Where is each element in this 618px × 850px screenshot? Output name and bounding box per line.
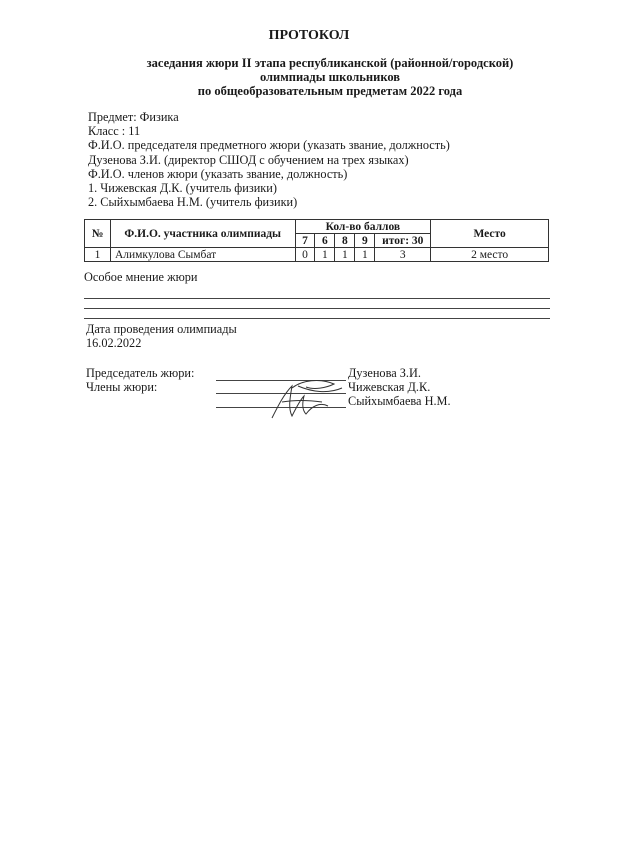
opinion-line [84,298,550,299]
document-subtitle [120,56,540,98]
class-line: Класс : 11 [88,124,141,139]
results-table [84,219,549,262]
member-1: 1. Чижевская Д.К. (учитель физики) [88,181,277,196]
row-score: 1 [335,248,355,262]
chair-heading: Ф.И.О. председателя предметного жюри (указать звание, должность) [88,138,450,153]
row-num: 1 [85,248,111,262]
subtitle-line: заседания жюри II этапа республиканской (районной/городской) [146,56,514,70]
opinion-line [84,308,550,309]
header-name: Ф.И.О. участника олимпиады [110,220,295,248]
jury-info [88,110,450,209]
header-num: № [85,220,111,248]
document-title: ПРОТОКОЛ [268,28,350,43]
members-label: Члены жюри: [86,380,158,394]
header-task: 9 [355,234,375,248]
header-scores: Кол-во баллов [295,220,431,234]
member1-signature-name: Чижевская Д.К. [348,380,431,394]
chair-label: Председатель жюри: [86,366,195,380]
handwritten-signature [262,372,352,424]
special-opinion-label: Особое мнение жюри [84,270,198,284]
chair-signature-name: Дузенова З.И. [348,366,421,380]
member-2: 2. Сыйхымбаева Н.М. (учитель физики) [88,195,298,210]
members-heading: Ф.И.О. членов жюри (указать звание, должность) [88,166,348,181]
row-score: 0 [295,248,315,262]
header-total: итог: 30 [375,234,431,248]
row-total: 3 [375,248,431,262]
row-score: 1 [315,248,335,262]
subtitle-line: по общеобразовательным предметам 2022 года [197,84,463,98]
header-task: 6 [315,234,335,248]
date-value: 16.02.2022 [86,336,142,351]
header-place: Место [431,220,549,248]
subtitle-line: олимпиады школьников [259,70,401,84]
chair-name: Дузенова З.И. (директор СШОД с обучением на трех языках) [88,152,409,167]
subject-line: Предмет: Физика [88,110,179,124]
row-score: 1 [355,248,375,262]
row-place: 2 место [431,248,549,262]
header-task: 8 [335,234,355,248]
member2-signature-name: Сыйхымбаева Н.М. [348,394,451,408]
olympiad-date [86,322,237,350]
opinion-line [84,318,550,319]
date-label: Дата проведения олимпиады [86,322,237,336]
header-task: 7 [295,234,315,248]
table-row [85,248,549,262]
row-name: Алимкулова Сымбат [110,248,295,262]
